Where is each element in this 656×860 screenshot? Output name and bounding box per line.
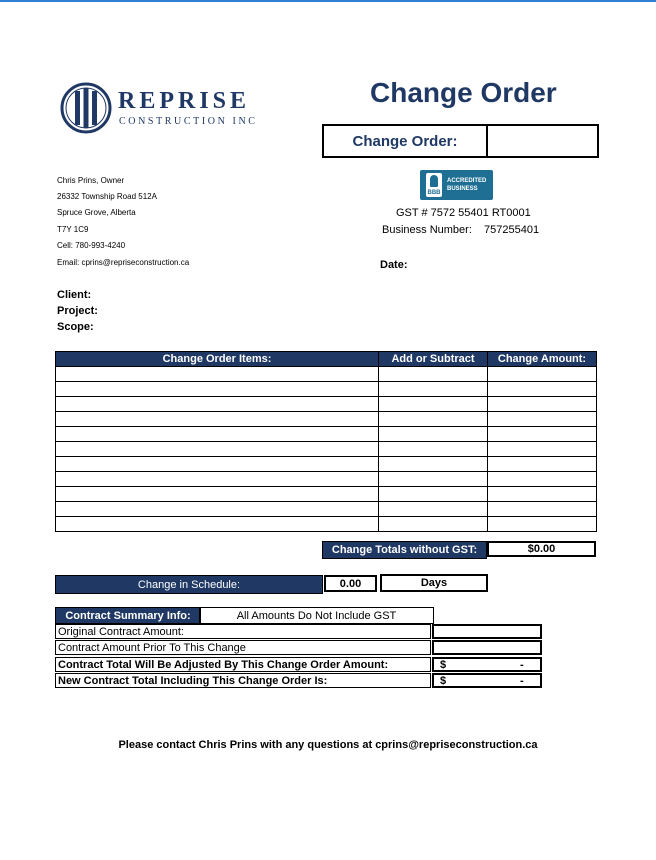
logo-name: REPRISE xyxy=(118,88,251,114)
amount-cell[interactable] xyxy=(488,457,597,472)
amount-cell[interactable] xyxy=(488,397,597,412)
amount-cell[interactable] xyxy=(488,412,597,427)
contract-summary-header: Contract Summary Info: xyxy=(55,607,201,624)
client-label: Client: xyxy=(57,289,92,301)
table-row xyxy=(56,442,597,457)
item-cell[interactable] xyxy=(56,457,379,472)
bbb-mark: BBB xyxy=(427,190,441,196)
item-cell[interactable] xyxy=(56,427,379,442)
add-subtract-cell[interactable] xyxy=(379,397,488,412)
business-number-value: 757255401 xyxy=(484,224,540,236)
table-row xyxy=(56,517,597,532)
table-row xyxy=(56,397,597,412)
item-cell[interactable] xyxy=(56,472,379,487)
add-subtract-cell[interactable] xyxy=(379,427,488,442)
change-order-label: Change Order: xyxy=(324,126,488,156)
add-subtract-cell[interactable] xyxy=(379,457,488,472)
add-subtract-cell[interactable] xyxy=(379,442,488,457)
business-number-label: Business Number: xyxy=(382,224,472,236)
schedule-change-value[interactable]: 0.00 xyxy=(324,575,377,592)
item-cell[interactable] xyxy=(56,412,379,427)
amount-cell[interactable] xyxy=(488,442,597,457)
page-title: Change Order xyxy=(370,77,557,108)
original-contract-label: Original Contract Amount: xyxy=(55,624,431,639)
add-subtract-cell[interactable] xyxy=(379,412,488,427)
item-cell[interactable] xyxy=(56,382,379,397)
table-row xyxy=(56,487,597,502)
contact-address2: Spruce Grove, Alberta xyxy=(57,208,136,217)
schedule-change-label: Change in Schedule: xyxy=(55,575,323,594)
gst-number: GST # 7572 55401 RT0001 xyxy=(396,207,531,219)
add-subtract-cell[interactable] xyxy=(379,517,488,532)
change-totals-value: $0.00 xyxy=(487,541,596,557)
table-header-row xyxy=(56,352,597,367)
schedule-change-unit: Days xyxy=(380,574,488,592)
top-rule xyxy=(0,0,656,2)
add-subtract-cell[interactable] xyxy=(379,382,488,397)
add-subtract-cell[interactable] xyxy=(379,502,488,517)
prior-contract-field[interactable] xyxy=(432,640,542,655)
item-cell[interactable] xyxy=(56,367,379,382)
change-totals-label: Change Totals without GST: xyxy=(322,541,487,559)
amount-cell[interactable] xyxy=(488,367,597,382)
table-row xyxy=(56,457,597,472)
contact-email: Email: cprins@repriseconstruction.ca xyxy=(57,258,190,267)
prior-contract-label: Contract Amount Prior To This Change xyxy=(55,640,431,655)
original-contract-field[interactable] xyxy=(432,624,542,639)
amount-cell[interactable] xyxy=(488,472,597,487)
project-label: Project: xyxy=(57,305,98,317)
add-subtract-cell[interactable] xyxy=(379,472,488,487)
add-subtract-cell[interactable] xyxy=(379,487,488,502)
amount-cell[interactable] xyxy=(488,382,597,397)
bbb-torch-icon xyxy=(426,173,442,197)
item-cell[interactable] xyxy=(56,487,379,502)
item-cell[interactable] xyxy=(56,397,379,412)
contact-postal: T7Y 1C9 xyxy=(57,225,89,234)
new-total-label: New Contract Total Including This Change Order Is: xyxy=(55,673,431,688)
add-subtract-cell[interactable] xyxy=(379,367,488,382)
table-row xyxy=(56,472,597,487)
contact-cell: Cell: 780-993-4240 xyxy=(57,241,126,250)
bbb-line2: BUSINESS xyxy=(447,186,478,192)
header-change-amount: Change Amount: xyxy=(488,352,597,367)
new-currency: $ xyxy=(440,675,447,687)
amount-cell[interactable] xyxy=(488,517,597,532)
footer-contact-note: Please contact Chris Prins with any questions at cprins@repriseconstruction.ca xyxy=(118,739,538,751)
item-cell[interactable] xyxy=(56,502,379,517)
adjusted-currency: $ xyxy=(440,659,447,671)
adjusted-total-field[interactable] xyxy=(432,657,542,672)
reprise-logo-icon xyxy=(60,82,112,134)
amount-cell[interactable] xyxy=(488,487,597,502)
header-add-subtract: Add or Subtract xyxy=(379,352,488,367)
adjusted-total-label: Contract Total Will Be Adjusted By This Change Order Amount: xyxy=(55,657,431,672)
item-cell[interactable] xyxy=(56,517,379,532)
item-cell[interactable] xyxy=(56,442,379,457)
contract-summary-note: All Amounts Do Not Include GST xyxy=(199,607,434,624)
logo-subtitle: CONSTRUCTION INC xyxy=(119,116,258,127)
header-items: Change Order Items: xyxy=(56,352,379,367)
amount-cell[interactable] xyxy=(488,502,597,517)
adjusted-value: - xyxy=(520,659,524,671)
amount-cell[interactable] xyxy=(488,427,597,442)
new-value: - xyxy=(520,675,524,687)
date-label: Date: xyxy=(380,259,408,271)
new-total-field[interactable] xyxy=(432,673,542,688)
change-order-items-table xyxy=(55,351,597,532)
contact-owner: Chris Prins, Owner xyxy=(57,176,125,185)
table-row xyxy=(56,502,597,517)
table-row xyxy=(56,382,597,397)
table-row xyxy=(56,427,597,442)
change-order-number-value xyxy=(492,126,597,156)
table-row xyxy=(56,367,597,382)
scope-label: Scope: xyxy=(57,321,94,333)
contact-address1: 26332 Township Road 512A xyxy=(57,192,157,201)
bbb-line1: ACCREDITED xyxy=(447,178,487,184)
table-row xyxy=(56,412,597,427)
bbb-accredited-badge xyxy=(420,170,493,200)
